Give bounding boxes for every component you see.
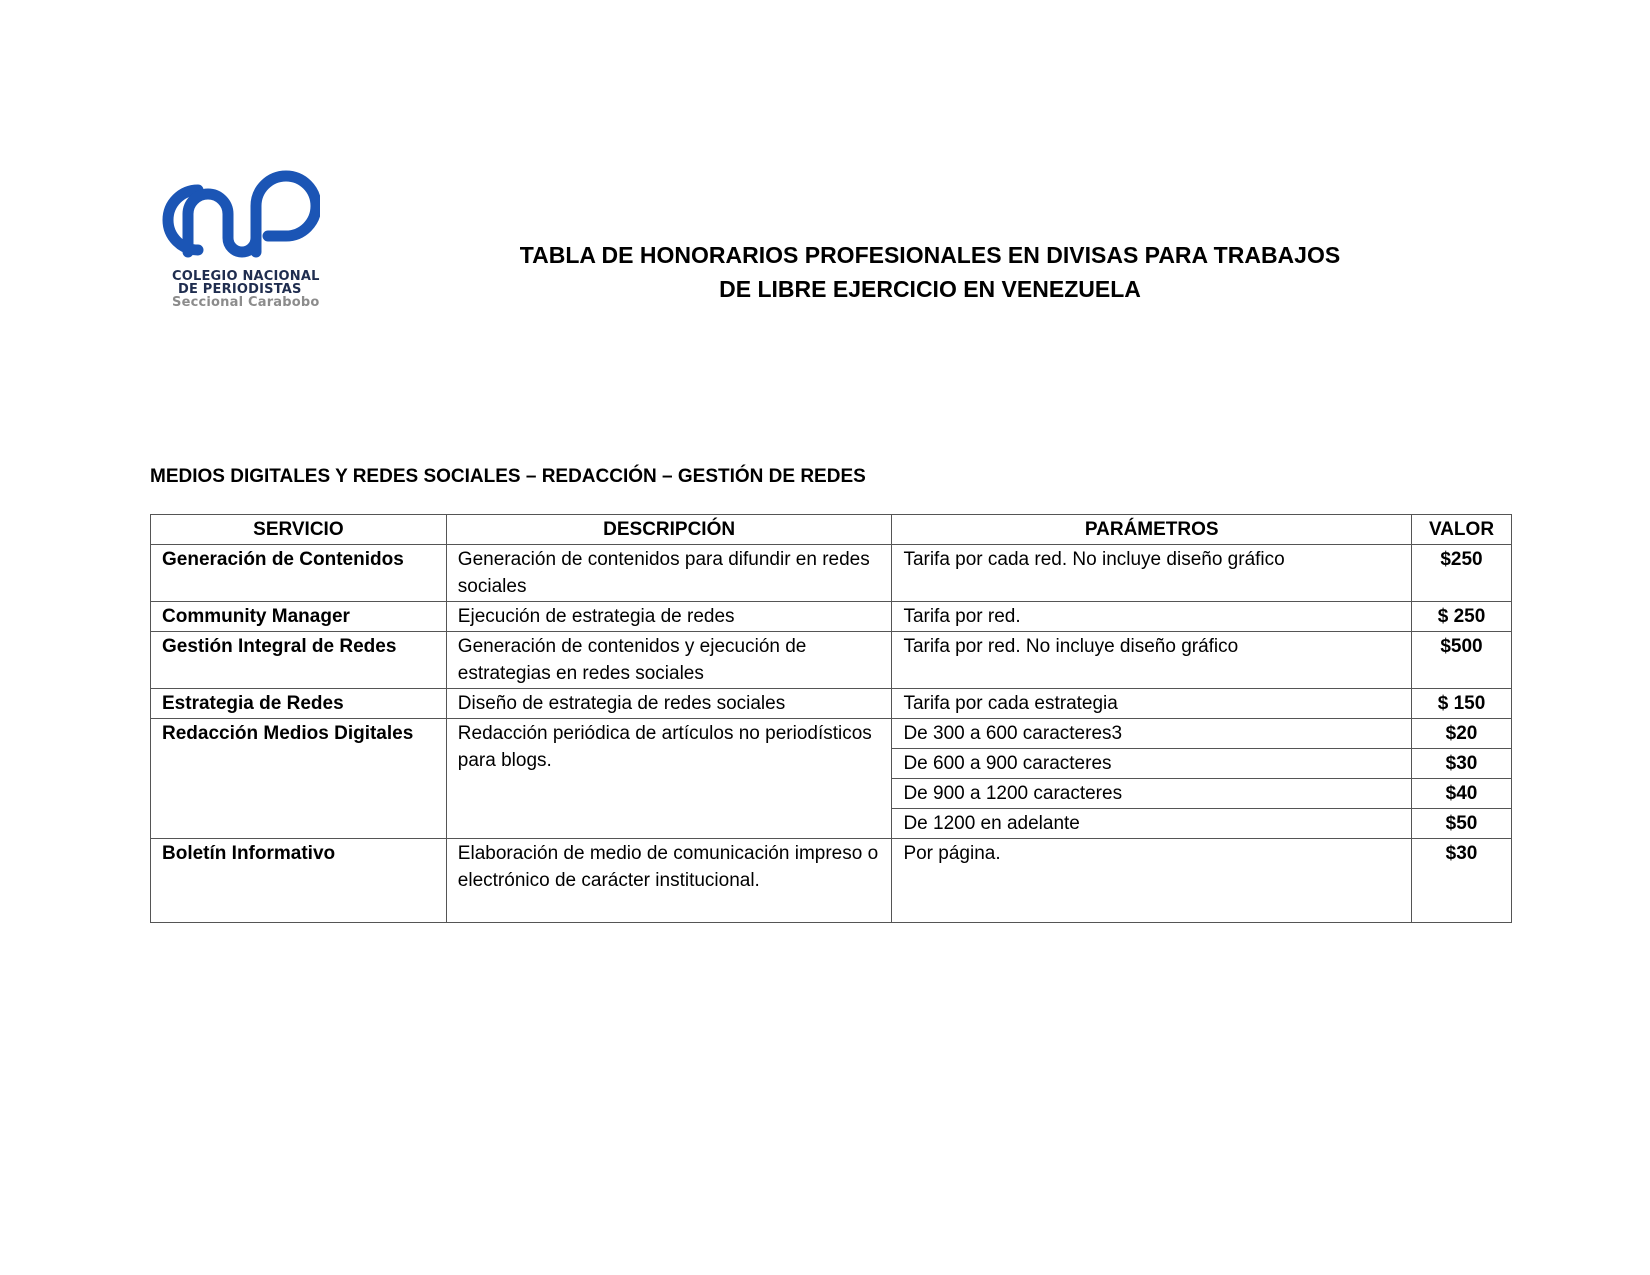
cell-servicio: Generación de Contenidos: [151, 545, 447, 602]
table-row: [151, 545, 1512, 602]
cell-servicio: Gestión Integral de Redes: [151, 632, 447, 689]
cell-parametros: Tarifa por cada estrategia: [892, 689, 1412, 719]
cell-valor: $40: [1412, 779, 1512, 809]
table-row: [151, 632, 1512, 689]
table-row: [151, 839, 1512, 923]
cell-descripcion: Elaboración de medio de comunicación impreso o electrónico de carácter institucional.: [446, 839, 892, 923]
cell-parametros: De 300 a 600 caracteres3: [892, 719, 1412, 749]
cell-valor: $30: [1412, 749, 1512, 779]
cell-parametros: Tarifa por cada red. No incluye diseño gráfico: [892, 545, 1412, 602]
table-row: [151, 719, 1512, 749]
cell-descripcion: Generación de contenidos para difundir en redes sociales: [446, 545, 892, 602]
section-heading: MEDIOS DIGITALES Y REDES SOCIALES – REDACCIÓN – GESTIÓN DE REDES: [150, 466, 866, 487]
cell-descripcion: Redacción periódica de artículos no periodísticos para blogs.: [446, 719, 892, 839]
cell-valor: $250: [1412, 545, 1512, 602]
cnp-logo: [150, 168, 330, 318]
cell-servicio: Community Manager: [151, 602, 447, 632]
cell-descripcion: Ejecución de estrategia de redes: [446, 602, 892, 632]
logo-text-line2: DE PERIODISTAS: [178, 282, 302, 297]
cell-servicio: Boletín Informativo: [151, 839, 447, 923]
title-line2: DE LIBRE EJERCICIO EN VENEZUELA: [719, 276, 1141, 302]
cell-parametros: Tarifa por red.: [892, 602, 1412, 632]
cell-parametros: De 600 a 900 caracteres: [892, 749, 1412, 779]
logo-text-line3: Seccional Carabobo: [172, 295, 320, 310]
header-descripcion: DESCRIPCIÓN: [446, 515, 892, 545]
cnp-logo-mark: [150, 168, 320, 268]
cell-parametros: Tarifa por red. No incluye diseño gráfico: [892, 632, 1412, 689]
cell-parametros: Por página.: [892, 839, 1412, 923]
header-servicio: SERVICIO: [151, 515, 447, 545]
fees-table: [150, 514, 1512, 923]
cell-valor: $20: [1412, 719, 1512, 749]
cell-descripcion: Generación de contenidos y ejecución de estrategias en redes sociales: [446, 632, 892, 689]
cell-valor: $30: [1412, 839, 1512, 923]
document-title: [380, 238, 1480, 306]
cell-valor: $50: [1412, 809, 1512, 839]
logo-text-line1: COLEGIO NACIONAL: [172, 269, 320, 284]
title-line1: TABLA DE HONORARIOS PROFESIONALES EN DIVISAS PARA TRABAJOS: [519, 242, 1341, 268]
header-valor: VALOR: [1412, 515, 1512, 545]
cell-servicio: Redacción Medios Digitales: [151, 719, 447, 839]
cell-valor: $500: [1412, 632, 1512, 689]
table-row: [151, 689, 1512, 719]
table-header-row: [151, 515, 1512, 545]
cell-valor: $ 150: [1412, 689, 1512, 719]
header-parametros: PARÁMETROS: [892, 515, 1412, 545]
table-row: [151, 602, 1512, 632]
cell-descripcion: Diseño de estrategia de redes sociales: [446, 689, 892, 719]
cell-parametros: De 900 a 1200 caracteres: [892, 779, 1412, 809]
cell-servicio: Estrategia de Redes: [151, 689, 447, 719]
cell-valor: $ 250: [1412, 602, 1512, 632]
cell-parametros: De 1200 en adelante: [892, 809, 1412, 839]
